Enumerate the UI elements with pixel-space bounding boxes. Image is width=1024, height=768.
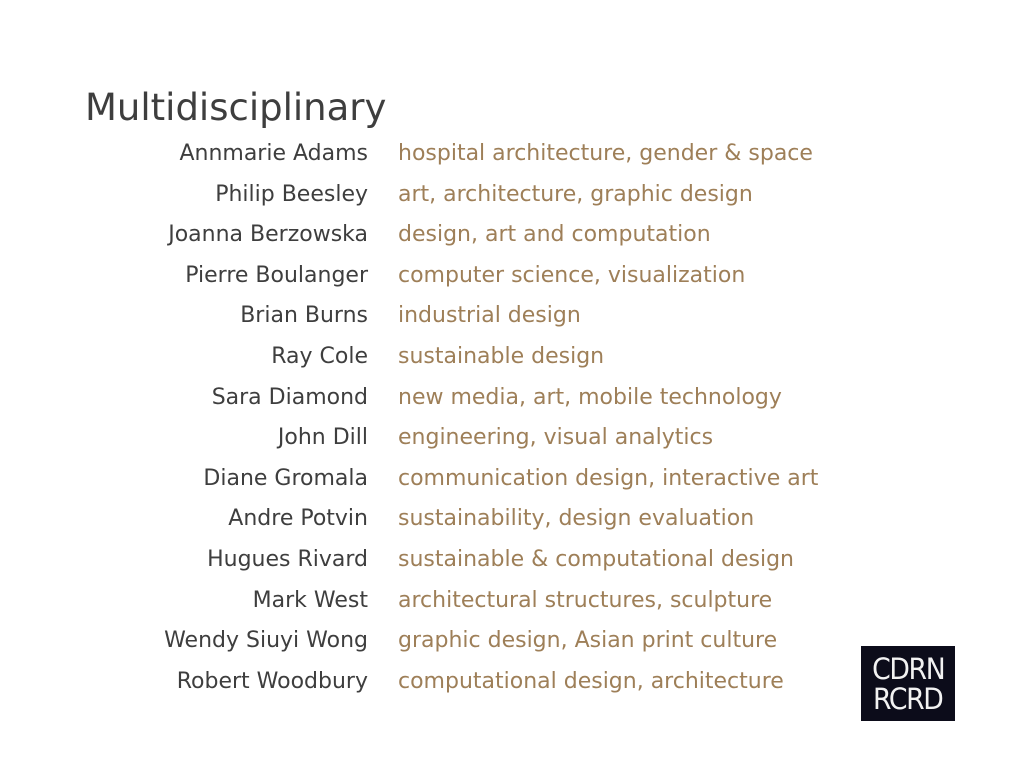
person-name: Sara Diamond	[211, 384, 368, 410]
person-name: Philip Beesley	[215, 181, 368, 207]
list-item	[0, 339, 1024, 380]
person-name: Brian Burns	[240, 303, 368, 329]
person-name: Robert Woodbury	[176, 668, 368, 694]
person-field: graphic design, Asian print culture	[398, 628, 778, 654]
logo-line-1: CDRN	[871, 651, 945, 686]
person-field: communication design, interactive art	[398, 465, 819, 491]
person-name: Joanna Berzowska	[168, 222, 368, 248]
person-field: sustainable & computational design	[398, 546, 794, 572]
person-name: John Dill	[277, 425, 368, 451]
person-field: computational design, architecture	[398, 668, 784, 694]
person-name: Hugues Rivard	[207, 546, 368, 572]
person-field: hospital architecture, gender & space	[398, 141, 813, 166]
cdrn-logo	[861, 646, 955, 721]
page-title: Multidisciplinary	[85, 86, 387, 129]
person-name: Andre Potvin	[228, 506, 368, 532]
person-name: Annmarie Adams	[179, 141, 368, 166]
list-item	[0, 501, 1024, 542]
person-name: Ray Cole	[271, 343, 368, 369]
person-field: computer science, visualization	[398, 262, 746, 288]
person-field: architectural structures, sculpture	[398, 587, 773, 613]
list-item	[0, 583, 1024, 624]
logo-line-2: RCRD	[873, 681, 943, 716]
list-item	[0, 461, 1024, 502]
person-name: Pierre Boulanger	[185, 262, 368, 288]
list-item	[0, 177, 1024, 218]
list-item	[0, 380, 1024, 421]
person-field: design, art and computation	[398, 222, 711, 248]
list-item	[0, 298, 1024, 339]
person-name: Mark West	[252, 587, 368, 613]
person-field: industrial design	[398, 303, 581, 329]
person-field: sustainable design	[398, 343, 605, 369]
people-list	[0, 136, 1024, 704]
person-field: sustainability, design evaluation	[398, 506, 755, 532]
person-field: engineering, visual analytics	[398, 425, 714, 451]
person-field: new media, art, mobile technology	[398, 384, 782, 410]
list-item	[0, 542, 1024, 583]
list-item	[0, 217, 1024, 258]
list-item	[0, 136, 1024, 177]
person-field: art, architecture, graphic design	[398, 181, 753, 207]
list-item	[0, 420, 1024, 461]
person-name: Wendy Siuyi Wong	[164, 628, 368, 654]
list-item	[0, 258, 1024, 299]
person-name: Diane Gromala	[203, 465, 368, 491]
